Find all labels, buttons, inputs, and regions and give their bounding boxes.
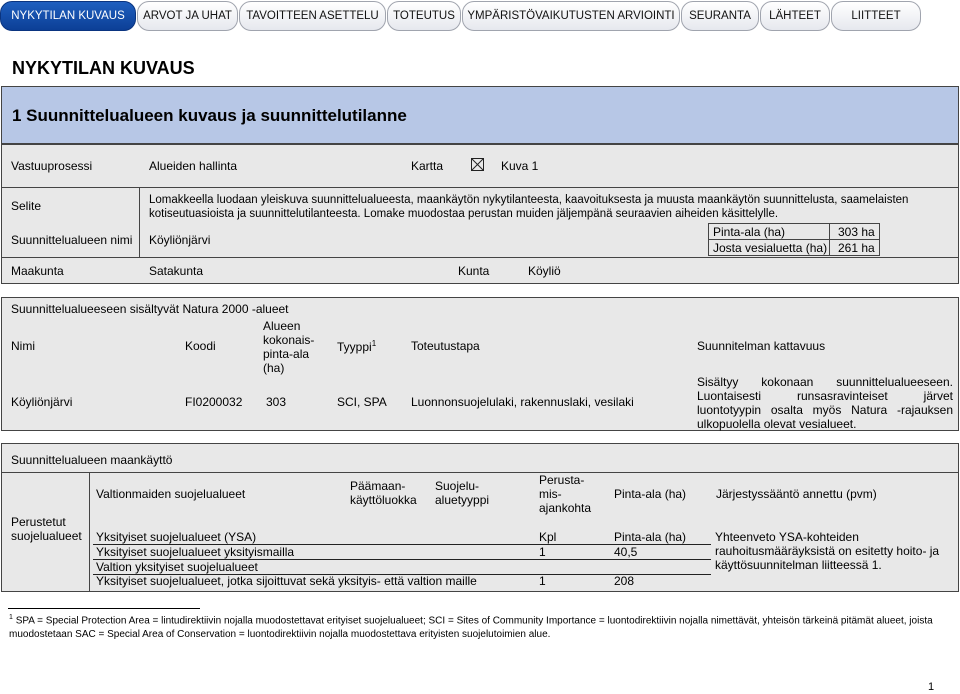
natura-panel xyxy=(1,297,959,431)
selite-label: Selite xyxy=(11,199,42,213)
footnote xyxy=(9,611,941,642)
natura-section-label: Suunnittelualueeseen sisältyvät Natura 2000 -alueet xyxy=(11,302,289,316)
ysa-row-kpl: 1 xyxy=(539,574,546,588)
vastuuprosessi-label: Vastuuprosessi xyxy=(11,159,93,173)
header-pinta-ala: Pinta-ala (ha) xyxy=(614,487,687,501)
kunta-value: Köyliö xyxy=(528,264,561,278)
perustetut-suojelualueet-label: Perustetut suojelualueet xyxy=(11,515,82,543)
natura-header-tyyppi xyxy=(337,339,376,354)
ysa-row-ha: 40,5 xyxy=(614,545,638,559)
ysa-row-ha: Pinta-ala (ha) xyxy=(614,530,687,544)
maakunta-label: Maakunta xyxy=(11,264,64,278)
tab-bar xyxy=(0,0,922,32)
area-table xyxy=(708,223,880,256)
ysa-row-kpl: 1 xyxy=(539,545,546,559)
maankaytto-panel xyxy=(1,443,959,592)
section-title: 1 Suunnittelualueen kuvaus ja suunnittelutilanne xyxy=(12,106,407,125)
pinta-ala-value: 303 ha xyxy=(838,225,875,239)
header-perustamisajankohta: Perusta-mis-ajankohta xyxy=(539,473,592,515)
pinta-ala-label: Pinta-ala (ha) xyxy=(713,225,786,239)
map-checkbox-icon[interactable] xyxy=(471,158,484,171)
natura-header-koodi: Koodi xyxy=(185,339,216,353)
header-jarjestyssaanto: Järjestyssääntö annettu (pvm) xyxy=(716,487,877,501)
tab-liitteet[interactable]: LIITTEET xyxy=(831,1,921,31)
maankaytto-section-label: Suunnittelualueen maankäyttö xyxy=(11,453,173,467)
ysa-note: Yhteenveto YSA-kohteiden rauhoitusmääräyksistä on esitetty hoito- ja käyttösuunnitelman liitteessä 1. xyxy=(715,530,940,572)
nimi-value: Köyliönjärvi xyxy=(149,233,211,247)
section-header xyxy=(1,86,959,144)
nimi-label: Suunnittelualueen nimi xyxy=(11,233,133,247)
tab-toteutus[interactable]: TOTEUTUS xyxy=(387,1,461,31)
kartta-label: Kartta xyxy=(411,159,444,173)
vastuuprosessi-value: Alueiden hallinta xyxy=(149,159,238,173)
tyyppi-footnote-ref: 1 xyxy=(371,339,377,348)
footnote-text: SPA = Special Protection Area = lintudirektiivin nojalla muodostettavat erityiset suojelualueet; SCI = Sites of Community Importance = luontodirektiivin nojalla nimettävät, yhteisön tärkeinä pitämät alueet, joista muodostetaan SAC = Special Area of Conservation = luontodirektiivin nojalla muodostettava erityisten suojelutoimien alue. xyxy=(9,615,933,641)
ysa-row-label: Yksityiset suojelualueet (YSA) xyxy=(96,530,257,544)
page-title: NYKYTILAN KUVAUS xyxy=(12,58,195,78)
ysa-row-ha: 208 xyxy=(614,574,635,588)
tab-lahteet[interactable]: LÄHTEET xyxy=(760,1,830,31)
tab-arvot-ja-uhat[interactable]: ARVOT JA UHAT xyxy=(137,1,238,31)
header-paamaankayttoluokka: Päämaan-käyttöluokka xyxy=(350,479,417,507)
tab-seuranta[interactable]: SEURANTA xyxy=(681,1,759,31)
ysa-row-label: Yksityiset suojelualueet yksityismailla xyxy=(96,545,295,559)
info-panel xyxy=(1,144,959,284)
footnote-divider xyxy=(8,608,200,609)
natura-row-pinta-ala: 303 xyxy=(266,395,287,409)
natura-row-tyyppi: SCI, SPA xyxy=(337,395,387,409)
natura-header-toteutustapa: Toteutustapa xyxy=(411,339,480,353)
natura-row-nimi: Köyliönjärvi xyxy=(11,395,73,409)
natura-header-kattavuus: Suunnitelman kattavuus xyxy=(697,339,826,353)
tab-tavoitteen-asettelu[interactable]: TAVOITTEEN ASETTELU xyxy=(239,1,386,31)
vesialue-label: Josta vesialuetta (ha) xyxy=(713,241,828,255)
natura-header-nimi: Nimi xyxy=(11,339,35,353)
page-number: 1 xyxy=(928,681,935,693)
selite-text: Lomakkeella luodaan yleiskuva suunnittelualueesta, maankäytön nykytilanteesta, kaavoituksesta ja muusta maankäytön suunnittelusta, saamelaisten kotiseutuasioista ja suunnittelutilanteesta. Lomake muodostaa perustan muiden jäljempänä seuraavien aiheiden käsittelylle. xyxy=(149,194,909,220)
ysa-row-label: Yksityiset suojelualueet, jotka sijoittuvat sekä yksityis- että valtion maille xyxy=(96,574,477,588)
tyyppi-label: Tyyppi xyxy=(337,340,372,354)
footnote-number: 1 xyxy=(9,614,13,621)
maakunta-value: Satakunta xyxy=(149,264,204,278)
kunta-label: Kunta xyxy=(458,264,490,278)
natura-row-koodi: FI0200032 xyxy=(185,395,243,409)
header-suojelualuetyyppi: Suojelu-aluetyyppi xyxy=(435,479,490,507)
tab-nykytilan-kuvaus[interactable]: NYKYTILAN KUVAUS xyxy=(0,1,136,31)
vesialue-value: 261 ha xyxy=(838,241,875,255)
kuva-label: Kuva 1 xyxy=(501,159,539,173)
natura-header-pinta-ala: Alueen kokonais-pinta-ala (ha) xyxy=(263,319,315,375)
tab-ymparistovaikutusten-arviointi[interactable]: YMPÄRISTÖVAIKUTUSTEN ARVIOINTI xyxy=(462,1,680,31)
natura-row-toteutustapa: Luonnonsuojelulaki, rakennuslaki, vesilaki xyxy=(411,395,634,409)
natura-row-kattavuus: Sisältyy kokonaan suunnittelualueeseen. Luontaisesti runsasravinteiset järvet luontotyypin osalta myös Natura -rajauksen ulkopuolella olevat vesialueet. xyxy=(697,375,953,431)
ysa-row-kpl: Kpl xyxy=(539,530,557,544)
header-valtion: Valtionmaiden suojelualueet xyxy=(96,487,246,501)
ysa-row-label: Valtion yksityiset suojelualueet xyxy=(96,560,258,574)
